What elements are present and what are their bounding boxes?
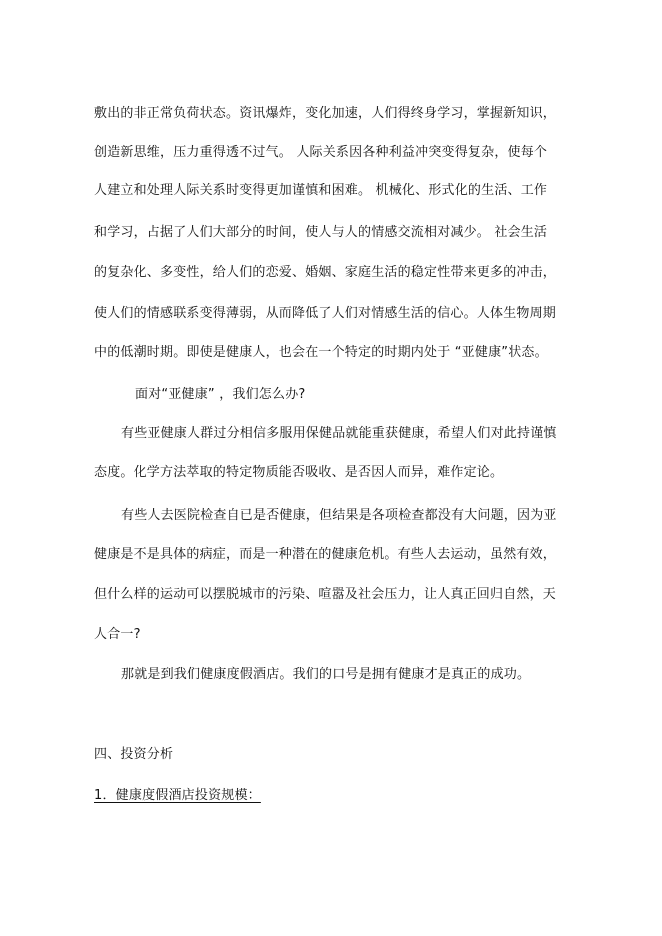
paragraph-2-line-2: 态度。化学方法萃取的特定物质能否吸收、是否因人而异，难作定论。 [94,465,504,480]
paragraph-3-line-1: 有些人去医院检查自已是否健康，但结果是各项检查都没有大问题，因为亚 [121,508,557,523]
section-heading: 四、投资分析 [94,747,174,762]
paragraph-1-line-3: 人建立和处理人际关系时变得更加谨慎和困难。 机械化、形式化的生活、工作 [94,183,548,198]
paragraph-4: 那就是到我们健康度假酒店。我们的口号是拥有健康才是真正的成功。 [121,667,531,682]
paragraph-3-line-3: 但什么样的运动可以摆脱城市的污染、喧嚣及社会压力，让人真正回归自然，天 [94,587,557,602]
paragraph-1-line-7: 中的低潮时期。即使是健康人，也会在一个特定的时期内处于 “亚健康”状态。 [94,345,548,360]
paragraph-1-line-5: 的复杂化、多变性，给人们的恋爱、婚姻、家庭生活的稳定性带来更多的冲击， [94,265,557,280]
question-line: 面对“亚健康” ，我们怎么办? [135,387,306,402]
paragraph-1-line-4: 和学习，占据了人们大部分的时间，使人与人的情感交流相对减少。 社会生活 [94,225,548,240]
paragraph-3-line-2: 健康是不是具体的病症，而是一种潜在的健康危机。有些人去运动，虽然有效， [94,547,557,562]
paragraph-2-line-1: 有些亚健康人群过分相信多服用保健品就能重获健康，希望人们对此持谨慎 [121,426,557,441]
paragraph-1-line-6: 使人们的情感联系变得薄弱，从而降低了人们对情感生活的信心。人体生物周期 [94,306,557,321]
paragraph-1-line-2: 创造新思维，压力重得透不过气。 人际关系因各种利益冲突变得复杂，使每个 [94,145,548,160]
paragraph-1-line-1: 敷出的非正常负荷状态。资讯爆炸，变化加速，人们得终身学习，掌握新知识， [94,106,557,121]
subsection-heading: 1．健康度假酒店投资规模： [94,788,261,803]
paragraph-3-line-4: 人合一? [94,627,141,642]
